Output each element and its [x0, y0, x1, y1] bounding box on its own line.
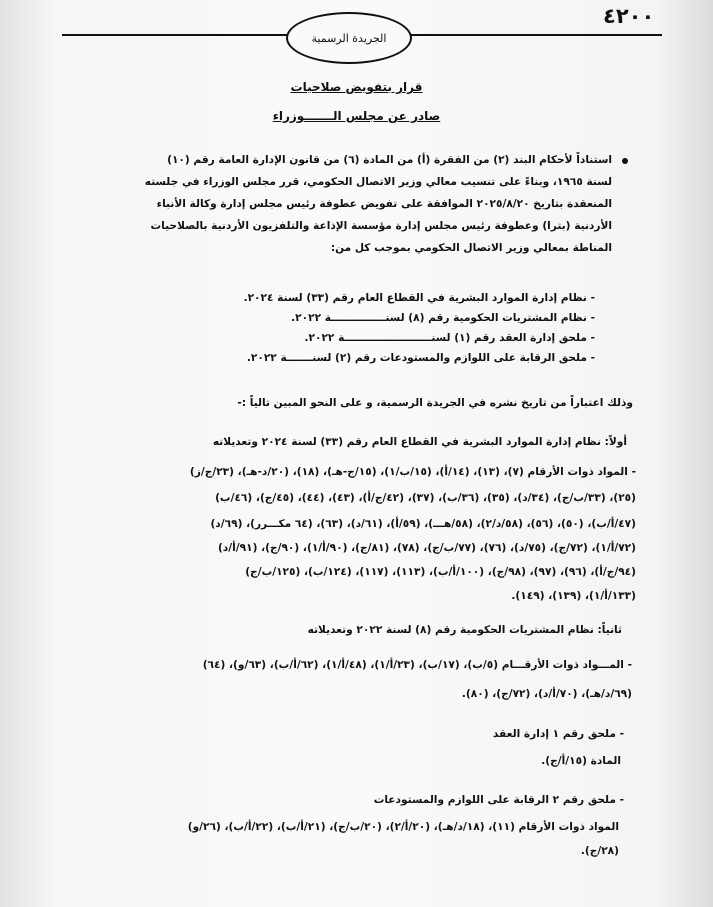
- preamble-line: استناداً لأحكام البند (٢) من الفقرة (أ) من المادة (٦) من قانون الإدارة العامة رقم (١٠): [167, 154, 612, 166]
- article-line: (٢٥)، (٣٣/ب/ج)، (٣٤/د)، (٣٥)، (٣٦/ب)، (٣٧)، (٤٢/ج/أ)، (٤٣)، (٤٤)، (٤٥/ج)، (٤٦/ب): [215, 492, 636, 504]
- regulation-item: - ملحق إدارة العقد رقم (١) لسنــــــــــــــــــــــــة ٢٠٢٢.: [304, 332, 595, 344]
- article-line: (٦٩/د/هـ)، (٧٠/أ/د)، (٧٢/ج)، (٨٠).: [461, 688, 632, 700]
- effective-note: [0, 398, 633, 414]
- section-heading: - ملحق رقم ١ إدارة العقد: [492, 728, 624, 740]
- section-heading: ثانياً: نظام المشتريات الحكومية رقم (٨) لسنة ٢٠٢٢ وتعديلاته: [307, 624, 622, 636]
- article-line: - المـــواد ذوات الأرقـــام (٥/ب)، (١٧/ب)، (٢٣/أ/١)، (٤٨/أ/١)، (٦٢/أ/ب)، (٦٣/و)، (٦٤): [202, 659, 632, 671]
- effective-note-text: وذلك اعتباراً من تاريخ نشره في الجريدة الرسمية، و على النحو المبين تالياً :-: [237, 397, 633, 409]
- preamble-line: المنعقدة بتاريخ ٢٠٢٥/٨/٢٠ الموافقة على تفويض عطوفة رئيس مجلس إدارة وكالة الأنباء: [156, 198, 612, 210]
- section-1-articles: [0, 467, 636, 607]
- preamble-line: الأردنية (بترا) وعطوفة رئيس مجلس إدارة مؤسسة الإذاعة والتلفزيون الأردنية بالصلاحيات: [150, 220, 612, 232]
- article-line: (١٣٣/أ/١)، (١٣٩)، (١٤٩).: [511, 590, 636, 602]
- article-line: (٤٧/أ/ب)، (٥٠)، (٥٦)، (٥٨/د/٢)، (٥٨/هـــ)، (٥٩/أ)، (٦١/د)، (٦٣)، (٦٤ مكـــرر)، (٦٩/د): [210, 518, 636, 530]
- article-line: - المواد ذوات الأرقام (٧)، (١٣)، (١٤/أ)، (١٥/ب/١)، (١٥/ج-هـ)، (١٨)، (٢٠/د-هـ)، (٢٣/ج/ز): [189, 466, 636, 478]
- article-line: المادة (١٥/أ/ج).: [541, 755, 621, 767]
- masthead-title: الجريدة الرسمية: [311, 31, 387, 45]
- section-4-articles: [0, 822, 619, 872]
- regulation-item: - ملحق الرقابة على اللوازم والمستودعات رقم (٢) لسنـــــــة ٢٠٢٢.: [246, 352, 595, 364]
- regulation-item: - نظام المشتريات الحكومية رقم (٨) لسنـــــــــــــــة ٢٠٢٢.: [291, 312, 595, 324]
- article-line: (٩٤/ج/أ)، (٩٦)، (٩٧)، (٩٨/ج)، (١٠٠/أ/ب)، (١١٣)، (١١٧)، (١٢٤/ب)، (١٢٥/ب/ج): [245, 566, 636, 578]
- article-line: المواد ذوات الأرقام (١١)، (١٨/د/هـ)، (٢٠/أ/٢)، (٢٠/ب/ج)، (٢١/أ/ب)، (٢٢/أ/ب)، (٢٦/و): [187, 821, 619, 833]
- bullet-icon: [622, 158, 628, 164]
- regulation-item: - نظام إدارة الموارد البشرية في القطاع العام رقم (٣٣) لسنة ٢٠٢٤.: [243, 292, 595, 304]
- section-1-heading: [0, 437, 627, 453]
- gazette-masthead-oval: [286, 12, 412, 64]
- article-line: (٧٢/أ/١)، (٧٢/ج)، (٧٥/د)، (٧٦)، (٧٧/ب/ج)، (٧٨)، (٨١/ج)، (٩٠/أ/١)، (٩٠/ج)، (٩١/أ/د): [217, 542, 636, 554]
- preamble-line: لسنة ١٩٦٥، وبناءً على تنسيب معالي وزير الاتصال الحكومي، قرر مجلس الوزراء في جلسته: [144, 176, 612, 188]
- section-2-articles: [0, 660, 632, 710]
- section-3-heading: [0, 729, 624, 745]
- section-3-articles: [0, 756, 621, 772]
- section-2-heading: [0, 625, 622, 641]
- decision-subtitle: صادر عن مجلس الـــــــوزراء: [272, 109, 441, 123]
- article-line: (٢٨/ج).: [580, 845, 619, 857]
- preamble-line: المناطة بمعالي وزير الاتصال الحكومي بموجب كل من:: [330, 242, 612, 254]
- section-heading: أولاً: نظام إدارة الموارد البشرية في القطاع العام رقم (٣٣) لسنة ٢٠٢٤ وتعديلاته: [212, 436, 627, 448]
- page-number: ٤٢٠٠: [603, 4, 655, 28]
- preamble: [0, 155, 612, 265]
- section-heading: - ملحق رقم ٢ الرقابة على اللوازم والمستودعات: [373, 794, 624, 806]
- section-4-heading: [0, 795, 624, 811]
- decision-title: قرار بتفويض صلاحيات: [290, 80, 423, 94]
- regulations-list: [0, 293, 595, 373]
